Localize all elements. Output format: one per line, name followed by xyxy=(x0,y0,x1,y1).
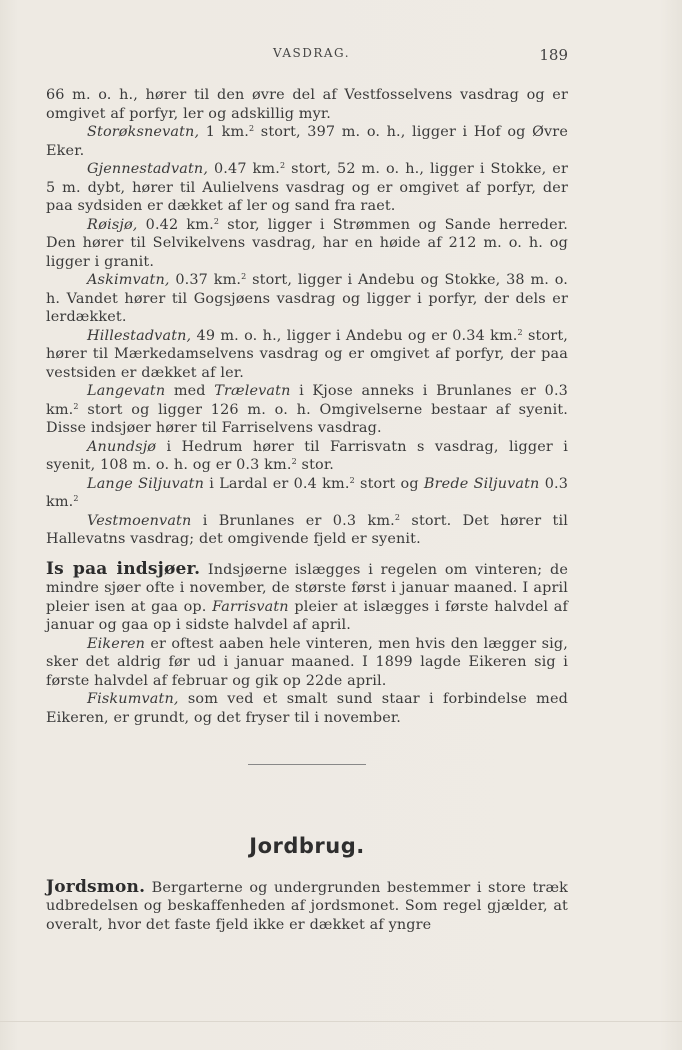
lake-name: Vestmoenvatn xyxy=(87,512,192,529)
lake-name: Langevatn xyxy=(87,383,166,399)
paragraph-vestmoenvatn: Vestmoenvatn i Brunlanes er 0.3 km.$^2$ stort. Det hører til Hallevatns vasdrag; det omgivende fjeld er syenit. xyxy=(46,512,568,547)
lake-name: Brede Siljuvatn xyxy=(423,475,540,492)
paragraph-gjennestadvatn: Gjennestadvatn, 0.47 km.$^2$ stort, 52 m. o. h., ligger i Stokke, er 5 m. dybt, hører til Aulielvens vasdrag og er omgivet af porfyr, der paa sydsiden er dækket af ler og sand fra raet. xyxy=(46,161,568,214)
paragraph-eikeren: Eikeren er oftest aaben hele vinteren, men hvis den lægger sig, sker det aldrig før ud i januar maaned. I 1899 lagde Eikeren sig i første halvdel af februar og gik op 22de april. xyxy=(46,635,568,689)
rubric-jordsmon: Jordsmon. xyxy=(46,876,146,897)
paragraph-anundsjo: Anundsjø i Hedrum hører til Farrisvatn s vasdrag, ligger i syenit, 108 m. o. h. og er 0.3 km.$^2$ stor. xyxy=(46,438,568,473)
section-divider xyxy=(248,764,366,765)
paragraph-langevatn: Langevatn med Trælevatn i Kjose anneks i Brunlanes er 0.3 km.$^2$ stort og ligger 126 m. o. h. Omgivelserne bestaar af syenit. Disse indsjøer hører til Farriselvens vasdrag. xyxy=(46,383,568,436)
paragraph-fiskumvatn: Fiskumvatn, som ved et smalt sund staar i forbindelse med Eikeren, er grundt, og det fryser til i november. xyxy=(46,691,568,726)
paragraph-storoksnevatn: Storøksnevatn, 1 km.$^2$ stort, 397 m. o. h., ligger i Hof og Øvre Eker. xyxy=(46,124,568,159)
paragraph-siljuvatn: Lange Siljuvatn i Lardal er 0.4 km.$^2$ stort og Brede Siljuvatn 0.3 km.$^2$ xyxy=(46,475,569,510)
lake-name: Farrisvatn xyxy=(212,598,289,615)
rubric-ice: Is paa indsjøer. xyxy=(46,558,201,579)
running-header xyxy=(46,46,566,66)
lake-name: Trælevatn xyxy=(214,383,291,399)
page-edge-mark xyxy=(0,1021,682,1022)
lake-name: Askimvatn, xyxy=(87,272,170,288)
lake-name: Fiskumvatn, xyxy=(87,691,179,707)
paragraph-jordsmon: Jordsmon. Bergarterne og undergrunden bestemmer i store træk udbredelsen og beskaffenheden af jordsmonet. Som regel gjælder, at overalt, hvor det faste fjeld ikke er dækket af yngre xyxy=(46,876,568,933)
lake-name: Eikeren xyxy=(87,635,146,652)
lake-name: Hillestadvatn, xyxy=(87,327,192,344)
paragraph-askimvatn: Askimvatn, 0.37 km.$^2$ stort, ligger i Andebu og Stokke, 38 m. o. h. Vandet hører til Gogsjøens vasdrag og ligger i porfyr, der dels er lerdækket. xyxy=(46,272,568,325)
lake-name: Storøksnevatn, xyxy=(87,124,200,140)
lake-name: Lange Siljuvatn xyxy=(87,475,205,492)
section-title: Jordbrug. xyxy=(249,834,365,858)
paragraph-continued: 66 m. o. h., hører til den øvre del af Vestfosselvens vasdrag og er omgivet af porfyr, ler og adskillig myr. xyxy=(46,87,568,122)
running-title: VASDRAG. xyxy=(273,46,351,60)
page-number: 189 xyxy=(539,46,568,64)
paragraph-ice: Is paa indsjøer. Indsjøerne islægges i regelen om vinteren; de mindre sjøer ofte i november, de største først i januar maaned. I april pleier isen at gaa op. Farrisvatn pleier at islægges i første halvdel af januar og gaa op i sidste halvdel af april. xyxy=(46,558,569,633)
lake-name: Anundsjø xyxy=(87,438,157,455)
lake-name: Gjennestadvatn, xyxy=(87,161,209,177)
paragraph-hillestadvatn: Hillestadvatn, 49 m. o. h., ligger i Andebu og er 0.34 km.$^2$ stort, hører til Mærkedamselvens vasdrag og er omgivet af porfyr, der paa vestsiden er dækket af ler. xyxy=(46,327,568,381)
paragraph-roisjo: Røisjø, 0.42 km.$^2$ stor, ligger i Strømmen og Sande herreder. Den hører til Selvikelvens vasdrag, har en høide af 212 m. o. h. og ligger i granit. xyxy=(46,216,569,270)
lake-name: Røisjø, xyxy=(87,216,138,233)
page-body xyxy=(46,86,568,934)
